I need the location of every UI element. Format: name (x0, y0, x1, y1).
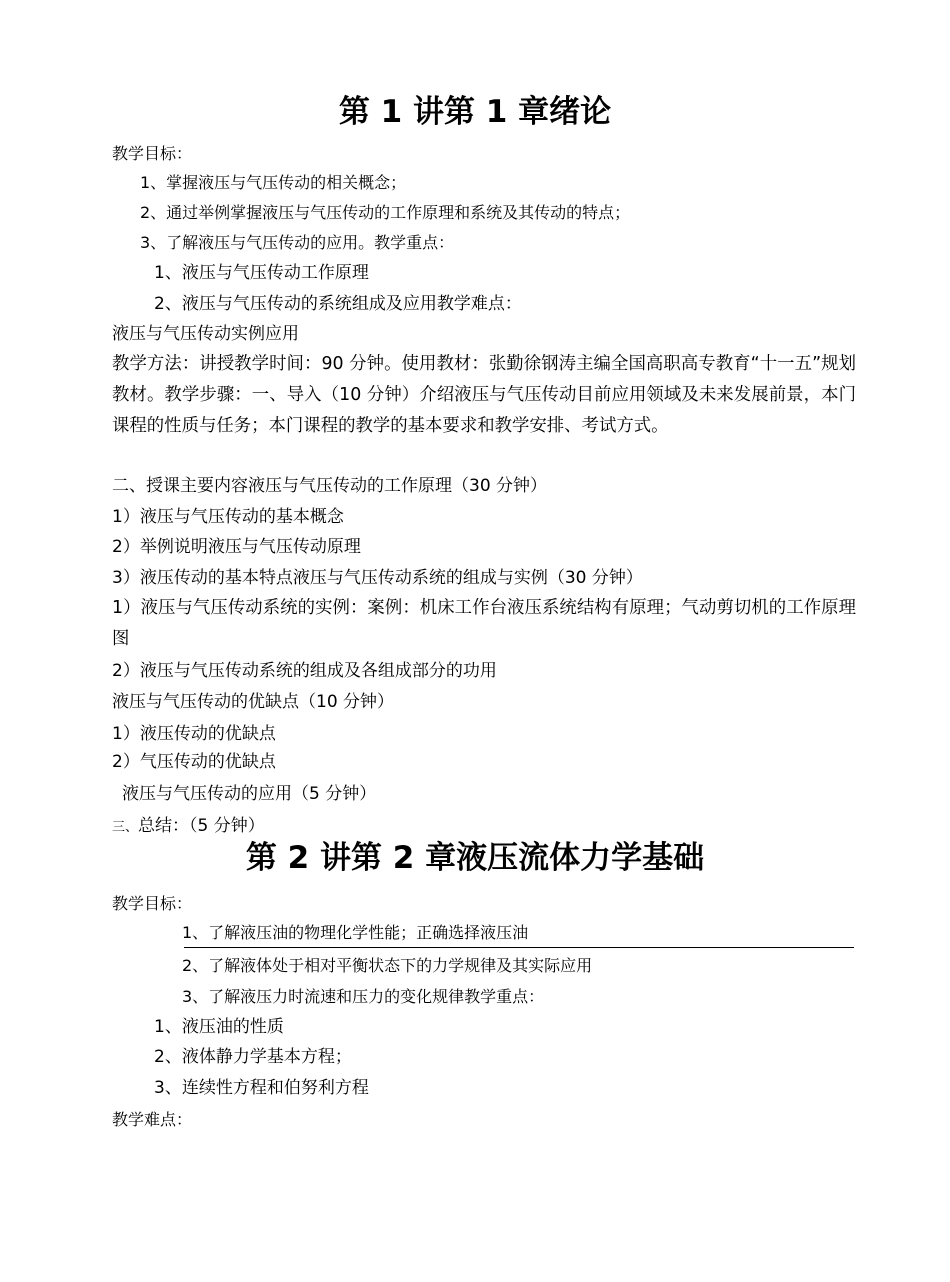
chapter2-title: 第 2 讲第 2 章液压流体力学基础 (245, 840, 705, 876)
chapter1-title: 第 1 讲第 1 章绪论 (338, 94, 612, 130)
chapter1-goal-2: 2、通过举例掌握液压与气压传动的工作原理和系统及其传动的特点； (140, 203, 631, 222)
chapter1-summary-text: 总结：（5 分钟） (138, 816, 265, 836)
chapter2-difficulty-label: 教学难点： (112, 1110, 193, 1129)
chapter1-goal-1: 1、掌握液压与气压传动的相关概念； (140, 173, 407, 192)
chapter1-key-point-2: 2、液压与气压传动的系统组成及应用教学难点： (154, 294, 522, 314)
chapter1-goals-label: 教学目标： (112, 144, 193, 163)
chapter2-key-point-3: 3、连续性方程和伯努利方程 (154, 1078, 369, 1098)
chapter1-pros-item-1: 1）液压传动的优缺点 (112, 724, 276, 744)
chapter1-main-content: 二、授课主要内容液压与气压传动的工作原理（30 分钟） (112, 476, 548, 496)
chapter1-method-paragraph: 教学方法：讲授教学时间：90 分钟。使用教材：张勤徐钢涛主编全国高职高专教育“十一五”规划教材。教学步骤：一、导入（10 分钟）介绍液压与气压传动目前应用领域及未来发展前景，本门课程的性质与任务；本门课程的教学的基本要求和教学安排、考试方式。 (112, 354, 856, 436)
chapter1-key-point-1: 1、液压与气压传动工作原理 (154, 263, 369, 283)
chapter1-difficulty: 液压与气压传动实例应用 (112, 324, 299, 344)
chapter1-summary-prefix: 三、 (112, 820, 139, 835)
chapter1-item-a1: 1）液压与气压传动的基本概念 (112, 507, 344, 527)
chapter1-application: 液压与气压传动的应用（5 分钟） (122, 784, 377, 804)
chapter1-item-a2: 2）举例说明液压与气压传动原理 (112, 537, 361, 557)
chapter1-summary (112, 814, 265, 840)
chapter1-pros-cons: 液压与气压传动的优缺点（10 分钟） (112, 692, 395, 712)
chapter2-goal-2: 2、了解液体处于相对平衡状态下的力学规律及其实际应用 (182, 956, 593, 975)
chapter1-item-b2: 2）液压与气压传动系统的组成及各组成部分的功用 (112, 661, 497, 681)
chapter2-key-point-2: 2、液体静力学基本方程； (154, 1047, 352, 1067)
chapter2-goal-3: 3、了解液压力时流速和压力的变化规律教学重点： (182, 987, 545, 1006)
chapter1-example-paragraph: 1）液压与气压传动系统的实例：案例：机床工作台液压系统结构有原理；气动剪切机的工作原理图 (112, 598, 856, 649)
chapter1-goal-3: 3、了解液压与气压传动的应用。教学重点： (140, 233, 455, 252)
chapter1-item-a3: 3）液压传动的基本特点液压与气压传动系统的组成与实例（30 分钟） (112, 568, 643, 588)
chapter2-goal-1: 1、了解液压油的物理化学性能；正确选择液压油 (182, 923, 529, 942)
chapter2-key-point-1: 1、液压油的性质 (154, 1017, 284, 1037)
chapter2-goals-label: 教学目标： (112, 894, 193, 913)
chapter1-pros-item-2: 2）气压传动的优缺点 (112, 752, 276, 772)
underline-rule (184, 947, 854, 948)
